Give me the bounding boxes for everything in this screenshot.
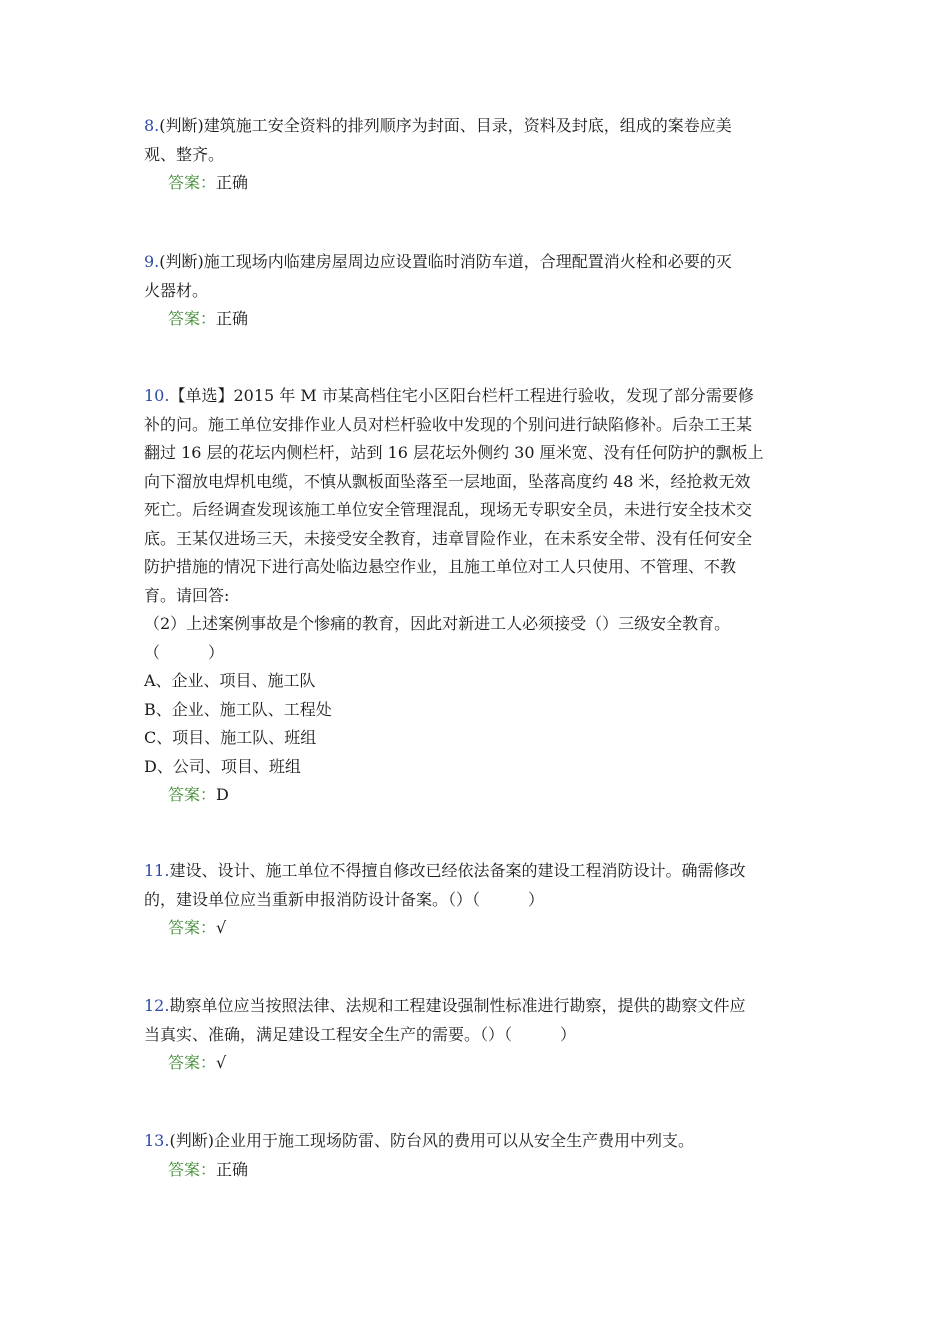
answer-label: 答案： (168, 918, 217, 937)
question-10 (144, 382, 814, 810)
question-text: 【单选】2015 年 M 市某高档住宅小区阳台栏杆工程进行验收，发现了部分需要修 (169, 386, 754, 405)
question-number: 9. (144, 252, 160, 271)
answer-blank: （ ） (144, 642, 225, 662)
question-text: 死亡。后经调查发现该施工单位安全管理混乱，现场无专职安全员，未进行安全技术交 (144, 500, 753, 519)
question-line (144, 248, 814, 277)
option-d: D、公司、项目、班组 (144, 756, 301, 776)
answer-label: 答案： (168, 1053, 217, 1072)
question-9 (144, 248, 814, 334)
answer-value: 正确 (216, 1159, 249, 1179)
question-text: 防护措施的情况下进行高处临边悬空作业，且施工单位对工人只使用、不管理、不教 (144, 557, 737, 576)
question-text: 底。王某仅进场三天，未接受安全教育，违章冒险作业，在未系安全带、没有任何安全 (144, 528, 753, 548)
question-number: 8. (144, 116, 160, 135)
question-text: 翻过 16 层的花坛内侧栏杆，站到 16 层花坛外侧约 30 厘米宽、没有任何防护的飘板上 (144, 443, 764, 462)
answer (144, 169, 814, 198)
question-text: (判断)施工现场内临建房屋周边应设置临时消防车道，合理配置消火栓和必要的灭 (159, 252, 732, 271)
question-line (144, 112, 814, 141)
question-text: (判断)建筑施工安全资料的排列顺序为封面、目录，资料及封底，组成的案卷应美 (159, 116, 732, 135)
question-13 (144, 1127, 814, 1184)
question-text: (判断)企业用于施工现场防雷、防台风的费用可以从安全生产费用中列支。 (169, 1131, 694, 1150)
option-b: B、企业、施工队、工程处 (144, 699, 332, 719)
question-text: 火器材。 (144, 280, 209, 300)
question-line (144, 1127, 814, 1156)
question-line (144, 992, 814, 1021)
question-line (144, 382, 814, 411)
answer-value: √ (216, 918, 227, 937)
question-8 (144, 112, 814, 198)
answer-value: 正确 (216, 173, 249, 192)
answer (144, 914, 814, 943)
question-number: 11. (144, 861, 170, 880)
answer (144, 1156, 814, 1185)
answer-label: 答案： (168, 309, 217, 328)
sub-question-text: （2）上述案例事故是个惨痛的教育，因此对新进工人必须接受（）三级安全教育。 (144, 614, 731, 633)
question-number: 10. (144, 386, 170, 405)
option-a: A、企业、项目、施工队 (144, 671, 316, 690)
question-text: 观、整齐。 (144, 144, 225, 164)
answer (144, 781, 814, 810)
question-text: 勘察单位应当按照法律、法规和工程建设强制性标准进行勘察，提供的勘察文件应 (169, 996, 746, 1015)
answer-label: 答案： (168, 173, 217, 192)
question-number: 13. (144, 1131, 170, 1150)
question-number: 12. (144, 996, 170, 1015)
question-text: 当真实、准确，满足建设工程安全生产的需要。（）（ ） (144, 1024, 577, 1044)
answer-value: D (216, 785, 229, 804)
answer-label: 答案： (168, 1159, 217, 1179)
answer-label: 答案： (168, 785, 217, 804)
answer (144, 305, 814, 334)
question-text: 向下溜放电焊机电缆，不慎从飘板面坠落至一层地面，坠落高度约 48 米，经抢救无效 (144, 471, 751, 491)
question-12 (144, 992, 814, 1078)
question-text: 补的问。施工单位安排作业人员对栏杆验收中发现的个别问进行缺陷修补。后杂工王某 (144, 414, 753, 434)
answer-value: 正确 (216, 309, 249, 328)
question-text: 育。请回答: (144, 585, 230, 605)
question-text: 的，建设单位应当重新申报消防设计备案。（）（ ） (144, 889, 545, 909)
question-11 (144, 857, 814, 943)
option-c: C、项目、施工队、班组 (144, 728, 317, 747)
answer-value: √ (216, 1053, 227, 1072)
question-line (144, 857, 814, 886)
question-text: 建设、设计、施工单位不得擅自修改已经依法备案的建设工程消防设计。确需修改 (169, 861, 746, 880)
answer (144, 1049, 814, 1078)
